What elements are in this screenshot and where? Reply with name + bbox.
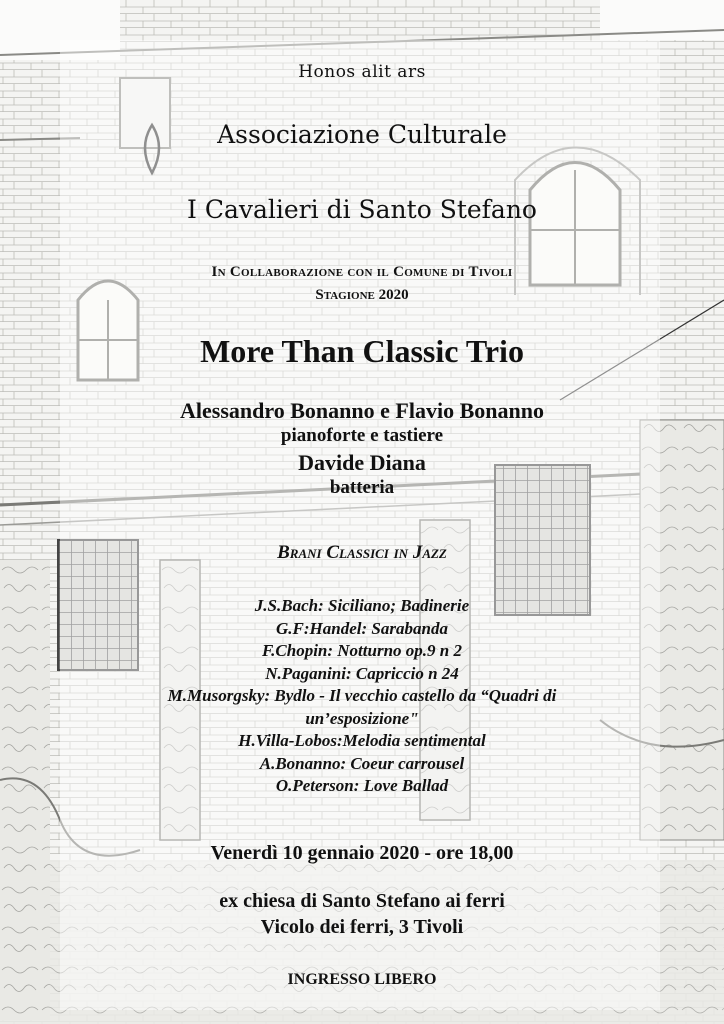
association-name: I Cavalieri di Santo Stefano [187,195,537,224]
performer-instrument: batteria [329,477,395,498]
collaboration-note: In Collaborazione con il Comune di Tivoli [211,264,513,280]
performer-instrument: pianoforte e tastiere [280,425,444,446]
association-label: Associazione Culturale [217,120,507,149]
program-item: N.Paganini: Capriccio n 24 [265,663,459,683]
program-item: O.Peterson: Love Ballad [275,776,449,795]
program-item: F.Chopin: Notturno op.9 n 2 [262,641,462,660]
venue-name: ex chiesa di Santo Stefano ai ferri [219,890,505,912]
program-item: A.Bonanno: Coeur carrousel [259,753,465,773]
event-title: More Than Classic Trio [200,333,524,369]
program-item: G.F:Handel: Sarabanda [276,618,448,638]
event-date: Venerdì 10 gennaio 2020 - ore 18,00 [210,842,514,864]
program-item: H.Villa-Lobos:Melodia sentimental [238,731,486,750]
repertoire-heading: Brani Classici in Jazz [277,542,447,563]
program-list [0,595,724,798]
performer-name: Alessandro Bonanno e Flavio Bonanno [180,398,544,423]
motto: Honos alit ars [298,62,426,82]
admission-note: INGRESSO LIBERO [287,971,437,988]
program-item: J.S.Bach: Siciliano; Badinerie [254,596,470,615]
performer-name: Davide Diana [298,450,426,475]
program-item: un’esposizione" [305,708,419,728]
season-label: Stagione 2020 [315,287,409,303]
venue-address: Vicolo dei ferri, 3 Tivoli [260,916,464,938]
program-item: M.Musorgsky: Bydlo - Il vecchio castello da “Quadri di [167,686,557,705]
